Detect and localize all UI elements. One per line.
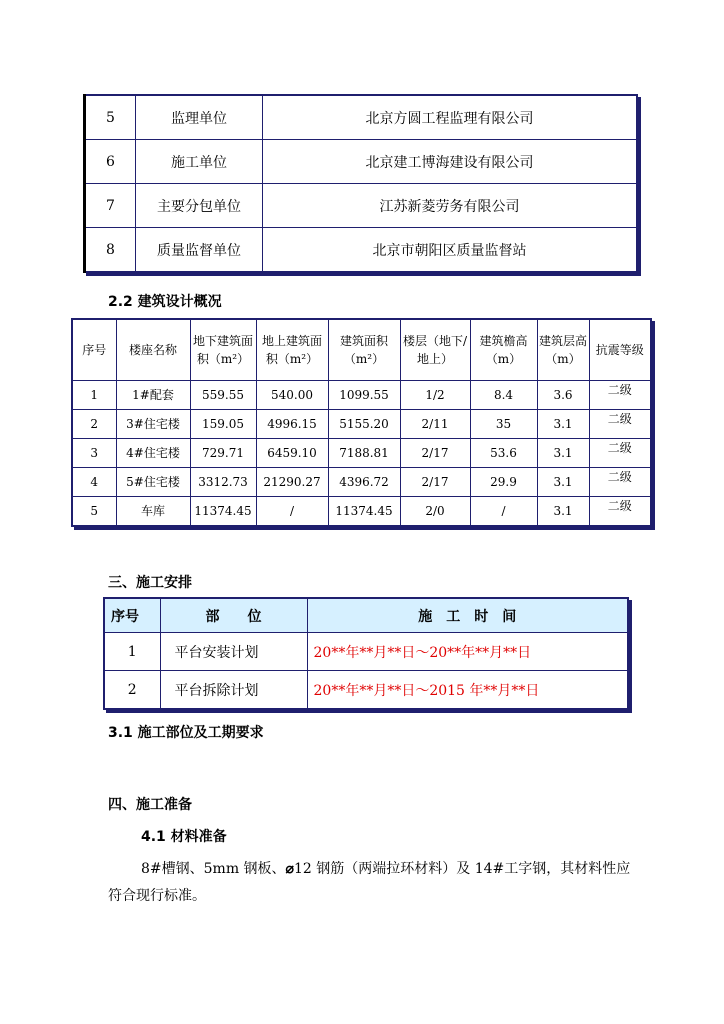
seismic-grade: 二级 bbox=[589, 381, 651, 410]
unit-no: 6 bbox=[85, 140, 136, 184]
seismic-grade: 二级 bbox=[589, 497, 651, 527]
row-no: 2 bbox=[72, 410, 116, 439]
building-name: 车库 bbox=[116, 497, 190, 527]
header-time: 施 工 时 间 bbox=[307, 598, 628, 633]
eave-height: / bbox=[470, 497, 537, 527]
schedule-table-header bbox=[104, 598, 628, 633]
section-4-1-heading: 4.1 材料准备 bbox=[141, 829, 227, 845]
header-seismic: 抗震等级 bbox=[589, 319, 651, 381]
eave-height: 29.9 bbox=[470, 468, 537, 497]
header-floor-height: 建筑层高（m） bbox=[537, 319, 589, 381]
floor-height: 3.6 bbox=[537, 381, 589, 410]
header-underground-area: 地下建筑面积（m²） bbox=[190, 319, 256, 381]
header-total-area: 建筑面积（m²） bbox=[328, 319, 400, 381]
row-no: 4 bbox=[72, 468, 116, 497]
unit-role: 质量监督单位 bbox=[136, 228, 263, 273]
underground-area: 729.71 bbox=[190, 439, 256, 468]
section-3-1-heading: 3.1 施工部位及工期要求 bbox=[108, 725, 264, 741]
floors: 2/17 bbox=[400, 468, 470, 497]
design-table bbox=[71, 318, 652, 527]
unit-name: 北京方圆工程监理有限公司 bbox=[263, 95, 638, 140]
floors: 2/0 bbox=[400, 497, 470, 527]
floor-height: 3.1 bbox=[537, 497, 589, 527]
design-table-header bbox=[72, 319, 651, 381]
section-3-heading: 三、施工安排 bbox=[108, 575, 192, 591]
building-name: 4#住宅楼 bbox=[116, 439, 190, 468]
unit-name: 北京市朝阳区质量监督站 bbox=[263, 228, 638, 273]
material-paragraph-line1 bbox=[141, 856, 630, 882]
row-no: 3 bbox=[72, 439, 116, 468]
units-row bbox=[85, 184, 638, 228]
design-row bbox=[72, 468, 651, 497]
schedule-time: 20**年**月**日～20**年**月**日 bbox=[307, 633, 628, 671]
design-row bbox=[72, 497, 651, 527]
schedule-no: 1 bbox=[104, 633, 160, 671]
unit-name: 北京建工博海建设有限公司 bbox=[263, 140, 638, 184]
floor-height: 3.1 bbox=[537, 439, 589, 468]
diameter-symbol: ⌀ bbox=[285, 861, 294, 877]
row-no: 1 bbox=[72, 381, 116, 410]
unit-name: 江苏新菱劳务有限公司 bbox=[263, 184, 638, 228]
schedule-row bbox=[104, 671, 628, 710]
header-no: 序号 bbox=[72, 319, 116, 381]
schedule-no: 2 bbox=[104, 671, 160, 710]
total-area: 1099.55 bbox=[328, 381, 400, 410]
unit-no: 7 bbox=[85, 184, 136, 228]
total-area: 4396.72 bbox=[328, 468, 400, 497]
aboveground-area: 6459.10 bbox=[256, 439, 328, 468]
schedule-table bbox=[103, 597, 629, 710]
units-row bbox=[85, 228, 638, 273]
schedule-part: 平台拆除计划 bbox=[160, 671, 307, 710]
floors: 2/11 bbox=[400, 410, 470, 439]
aboveground-area: 540.00 bbox=[256, 381, 328, 410]
total-area: 7188.81 bbox=[328, 439, 400, 468]
units-table bbox=[83, 94, 638, 273]
unit-role: 主要分包单位 bbox=[136, 184, 263, 228]
underground-area: 559.55 bbox=[190, 381, 256, 410]
seismic-grade: 二级 bbox=[589, 468, 651, 497]
total-area: 11374.45 bbox=[328, 497, 400, 527]
paragraph-text-a: 8#槽钢、5mm 钢板、 bbox=[141, 861, 286, 877]
unit-role: 施工单位 bbox=[136, 140, 263, 184]
eave-height: 35 bbox=[470, 410, 537, 439]
underground-area: 159.05 bbox=[190, 410, 256, 439]
underground-area: 11374.45 bbox=[190, 497, 256, 527]
design-row bbox=[72, 439, 651, 468]
floor-height: 3.1 bbox=[537, 468, 589, 497]
section-4-heading: 四、施工准备 bbox=[108, 797, 192, 813]
units-row bbox=[85, 140, 638, 184]
header-no: 序号 bbox=[104, 598, 160, 633]
paragraph-text-b: 12 钢筋（两端拉环材料）及 14#工字钢，其材料性应 bbox=[293, 861, 631, 877]
eave-height: 53.6 bbox=[470, 439, 537, 468]
aboveground-area: 21290.27 bbox=[256, 468, 328, 497]
aboveground-area: / bbox=[256, 497, 328, 527]
floor-height: 3.1 bbox=[537, 410, 589, 439]
units-row bbox=[85, 95, 638, 140]
schedule-part: 平台安装计划 bbox=[160, 633, 307, 671]
section-2-2-heading: 2.2 建筑设计概况 bbox=[108, 294, 222, 310]
schedule-row bbox=[104, 633, 628, 671]
seismic-grade: 二级 bbox=[589, 410, 651, 439]
building-name: 1#配套 bbox=[116, 381, 190, 410]
unit-no: 8 bbox=[85, 228, 136, 273]
row-no: 5 bbox=[72, 497, 116, 527]
floors: 2/17 bbox=[400, 439, 470, 468]
material-paragraph-line2: 符合现行标准。 bbox=[108, 888, 206, 904]
unit-no: 5 bbox=[85, 95, 136, 140]
eave-height: 8.4 bbox=[470, 381, 537, 410]
schedule-time: 20**年**月**日～2015 年**月**日 bbox=[307, 671, 628, 710]
header-part: 部 位 bbox=[160, 598, 307, 633]
header-aboveground-area: 地上建筑面积（m²） bbox=[256, 319, 328, 381]
aboveground-area: 4996.15 bbox=[256, 410, 328, 439]
floors: 1/2 bbox=[400, 381, 470, 410]
underground-area: 3312.73 bbox=[190, 468, 256, 497]
unit-role: 监理单位 bbox=[136, 95, 263, 140]
building-name: 3#住宅楼 bbox=[116, 410, 190, 439]
building-name: 5#住宅楼 bbox=[116, 468, 190, 497]
header-building: 楼座名称 bbox=[116, 319, 190, 381]
design-row bbox=[72, 381, 651, 410]
total-area: 5155.20 bbox=[328, 410, 400, 439]
seismic-grade: 二级 bbox=[589, 439, 651, 468]
header-eave-height: 建筑檐高（m） bbox=[470, 319, 537, 381]
design-row bbox=[72, 410, 651, 439]
header-floors: 楼层（地下/地上） bbox=[400, 319, 470, 381]
